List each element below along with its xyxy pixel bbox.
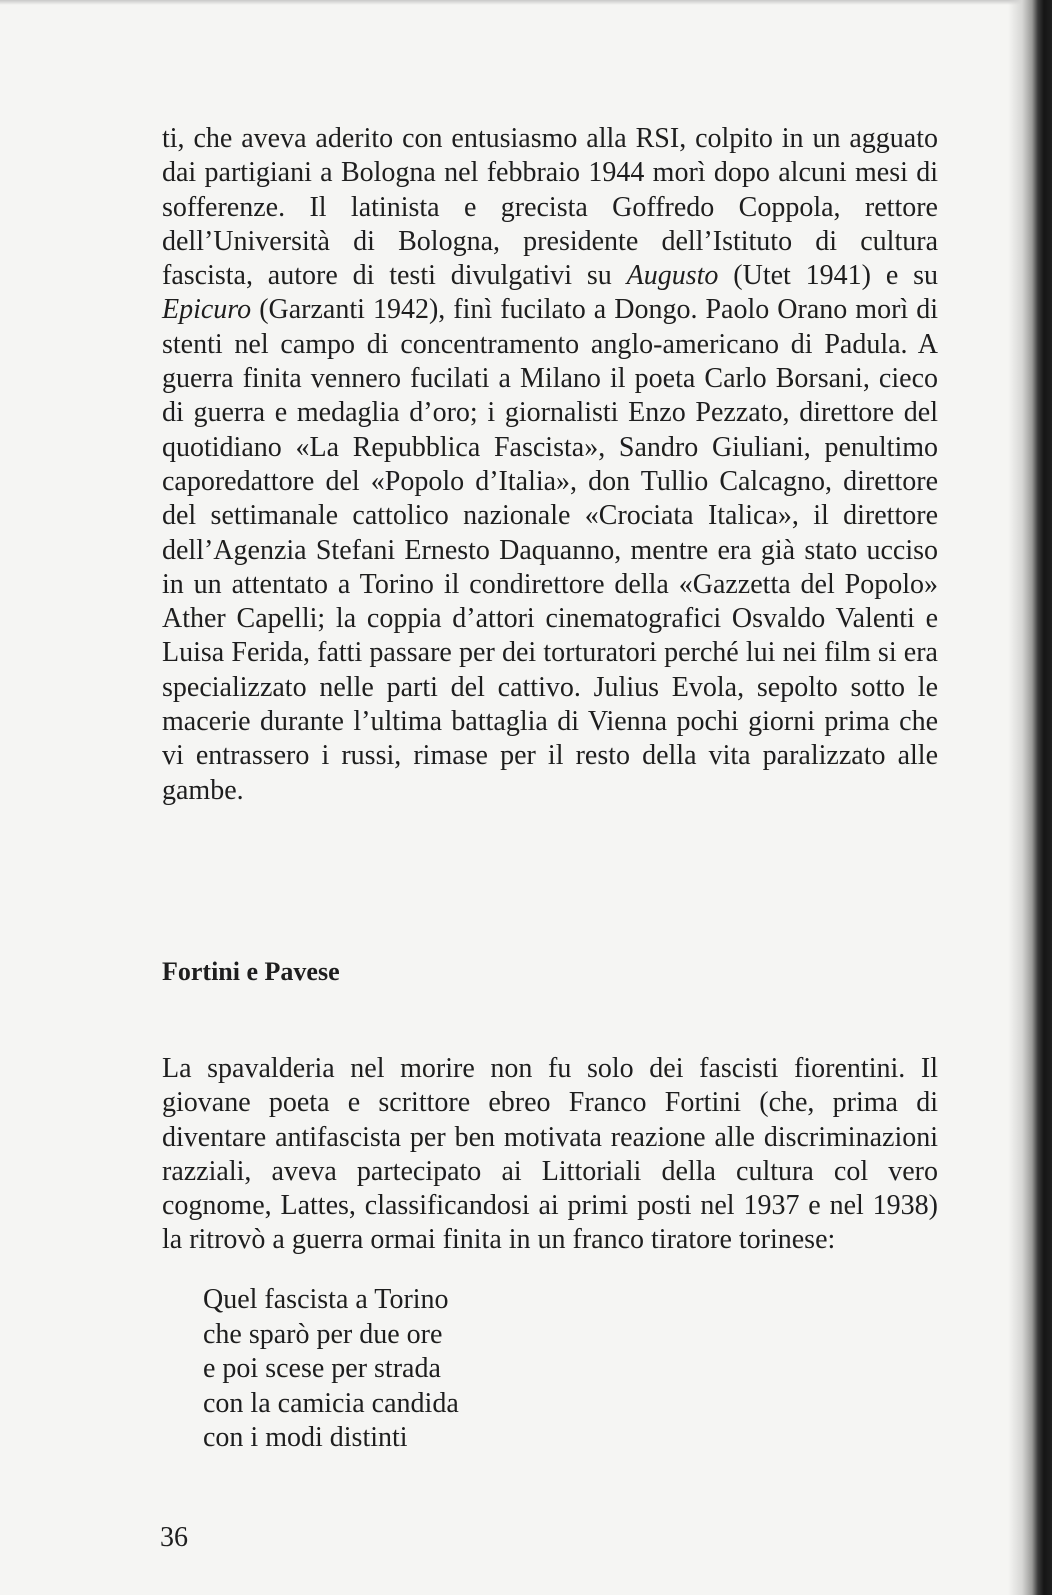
page-number: 36 bbox=[160, 1522, 188, 1553]
page-top-edge bbox=[0, 0, 1052, 5]
body-text-bottom bbox=[162, 1052, 938, 1258]
paragraph-1-text-3: (Garzanti 1942), finì fucilato a Dongo. Paolo Orano morì di stenti nel campo di concentramento anglo-americano di Padula. A guerra finita vennero fucilati a Milano il poeta Carlo Borsani, cieco di guerra e medaglia d’oro; i giornalisti Enzo Pezzato, direttore del quotidiano «La Repubblica Fascista», Sandro Giuliani, penultimo caporedattore del «Popolo d’Italia», don Tullio Calcagno, direttore del settimanale cattolico nazionale «Crociata Italica», il direttore dell’Agenzia Stefani Ernesto Daquanno, mentre era già stato ucciso in un attentato a Torino il condirettore della «Gazzetta del Popolo» Ather Capelli; la coppia d’attori cinematografici Osvaldo Valenti e Luisa Ferida, fatti passare per dei torturatori perché lui nei film si era specializzato nelle parti del cattivo. Julius Evola, sepolto sotto le macerie durante l’ultima battaglia di Vienna pochi giorni prima che vi entrassero i russi, rimase per il resto della vita paralizzato alle gambe. bbox=[162, 294, 938, 806]
book-title-augusto: Augusto bbox=[626, 260, 719, 292]
paragraph-1-text-2: (Utet 1941) e su bbox=[718, 260, 938, 292]
paragraph-2: La spavalderia nel morire non fu solo dei fascisti fiorentini. Il giovane poeta e scrittore ebreo Franco Fortini (che, prima di diventare antifascista per ben motivata reazione alle discriminazioni razziali, aveva partecipato ai Littoriali della cultura col vero cognome, Lattes, classificandosi ai primi posti nel 1937 e nel 1938) la ritrovò a guerra ormai finita in un franco tiratore torinese: bbox=[162, 1053, 938, 1256]
book-title-epicuro: Epicuro bbox=[162, 294, 252, 326]
book-binding-shadow bbox=[1008, 0, 1052, 1595]
verse-line: con la camicia candida bbox=[203, 1387, 459, 1419]
verse-line: con i modi distinti bbox=[203, 1422, 408, 1453]
section-heading: Fortini e Pavese bbox=[162, 957, 340, 986]
paragraph-1-text-1: ti, che aveva aderito con entusiasmo alla RSI, colpito in un agguato dai partigiani a Bologna nel febbraio 1944 morì dopo alcuni mesi di sofferenze. Il latinista e grecista Goffredo Coppola, rettore dell’Università di Bologna, presidente dell’Istituto di cultura fascista, autore di testi divulgativi su bbox=[162, 123, 938, 292]
verse-line: Quel fascista a Torino bbox=[203, 1284, 449, 1315]
verse-quotation bbox=[203, 1283, 459, 1456]
paragraph-1 bbox=[162, 122, 938, 808]
verse-line: e poi scese per strada bbox=[203, 1353, 441, 1384]
verse-line: che sparò per due ore bbox=[203, 1318, 443, 1350]
body-text-top bbox=[162, 122, 938, 808]
